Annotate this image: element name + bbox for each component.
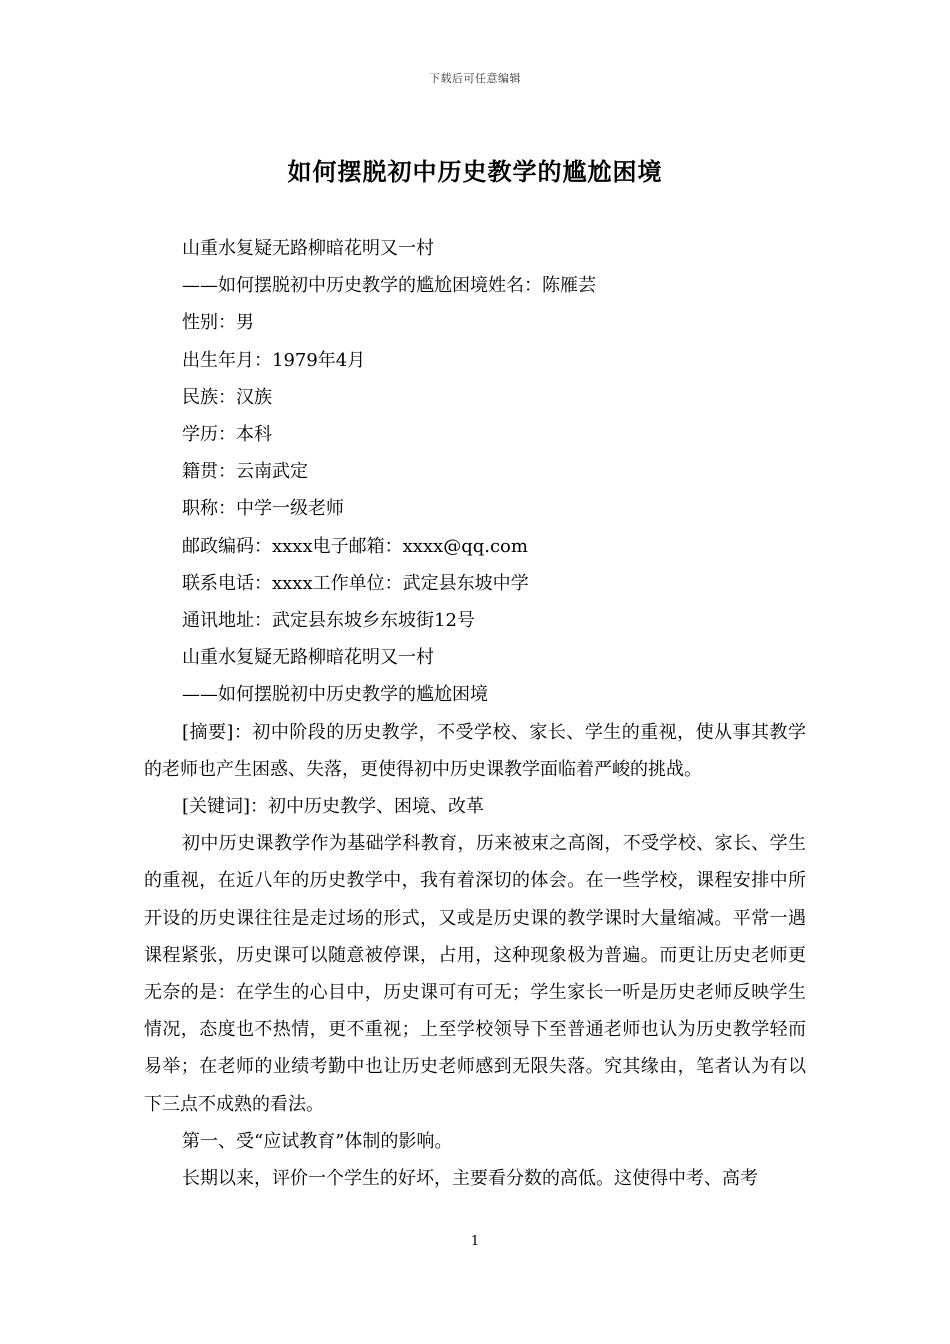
document-title: 如何摆脱初中历史教学的尴尬困境 bbox=[287, 157, 663, 186]
paragraph-poem-line: 山重水复疑无路柳暗花明又一村 bbox=[182, 238, 434, 259]
paragraph-abstract: [摘要]：初中阶段的历史教学，不受学校、家长、学生的重视，使从事其教学的老师也产生困惑、失落，更使得初中历史课教学面临着严峻的挑战。 bbox=[144, 721, 806, 780]
page-number: 1 bbox=[470, 1234, 480, 1249]
paragraph-gender: 性别：男 bbox=[182, 312, 254, 334]
paragraph-postal-email: 邮政编码：xxxx电子邮箱：xxxx@qq.com bbox=[182, 535, 528, 557]
paragraph-keywords: [关键词]：初中历史教学、困境、改革 bbox=[182, 796, 485, 818]
paragraph-body-section-1: 长期以来，评价一个学生的好坏，主要看分数的高低。这使得中考、高考 bbox=[182, 1168, 758, 1190]
page-header-note: 下载后可任意编辑 bbox=[429, 72, 521, 85]
paragraph-subtitle: ——如何摆脱初中历史教学的尴尬困境 bbox=[182, 684, 488, 706]
paragraph-body-intro: 初中历史课教学作为基础学科教育，历来被束之高阁，不受学校、家长、学生的重视，在近八年的历史教学中，我有着深切的体会。在一些学校，课程安排中所开设的历史课往往是走过场的形式，又或是历史课的教学课时大量缩减。平常一遇课程紧张，历史课可以随意被停课，占用，这种现象极为普遍。而更让历史老师更无奈的是：在学生的心目中，历史课可有可无；学生家长一听是历史老师反映学生情况，态度也不热情，更不重视；上至学校领导下至普通老师也认为历史教学轻而易举；在老师的业绩考勤中也让历史老师感到无限失落。究其缘由，笔者认为有以下三点不成熟的看法。 bbox=[144, 833, 806, 1115]
paragraph-phone-employer: 联系电话：xxxx工作单位：武定县东坡中学 bbox=[182, 572, 529, 594]
paragraph-hometown: 籍贯：云南武定 bbox=[182, 461, 308, 483]
paragraph-address: 通讯地址：武定县东坡乡东坡街12号 bbox=[182, 610, 475, 632]
document-body bbox=[144, 230, 806, 1197]
paragraph-ethnicity: 民族：汉族 bbox=[182, 386, 272, 408]
paragraph-birth-date: 出生年月：1979年4月 bbox=[182, 349, 366, 371]
paragraph-title-rank: 职称：中学一级老师 bbox=[182, 498, 344, 520]
paragraph-subtitle-name: ——如何摆脱初中历史教学的尴尬困境姓名：陈雁芸 bbox=[182, 275, 596, 297]
paragraph-education: 学历：本科 bbox=[182, 424, 272, 446]
paragraph-section-heading-1: 第一、受“应试教育”体制的影响。 bbox=[182, 1130, 453, 1152]
paragraph-poem-line-repeat: 山重水复疑无路柳暗花明又一村 bbox=[182, 647, 434, 669]
